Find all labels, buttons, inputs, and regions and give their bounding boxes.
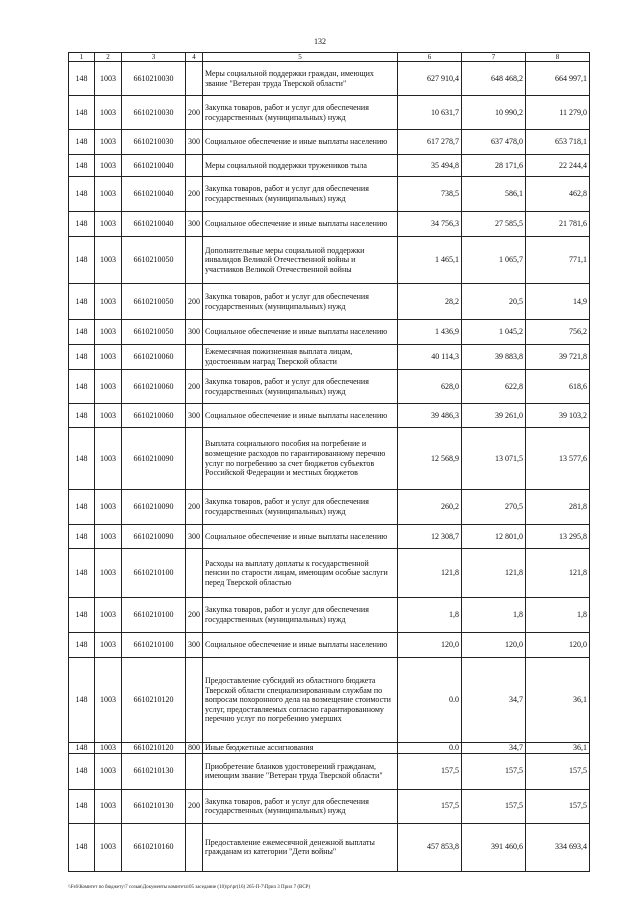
cell-expense-type xyxy=(186,428,203,490)
cell-target-article: 6610210030 xyxy=(122,62,186,96)
cell-target-article: 6610210060 xyxy=(122,370,186,404)
cell-amount-year-2: 586,1 xyxy=(462,177,526,212)
cell-amount-year-2: 20,5 xyxy=(462,284,526,320)
cell-amount-year-1: 34 756,3 xyxy=(398,212,462,237)
cell-description: Социальное обеспечение и иные выплаты населению xyxy=(203,212,398,237)
cell-ministry-code: 148 xyxy=(69,743,95,754)
cell-amount-year-2: 121,8 xyxy=(462,549,526,598)
cell-section-code: 1003 xyxy=(95,404,122,428)
cell-description: Приобретение бланков удостоверений гражданам, имеющим звание "Ветеран труда Тверской области" xyxy=(203,753,398,789)
cell-expense-type xyxy=(186,549,203,598)
cell-description: Социальное обеспечение и иные выплаты населению xyxy=(203,320,398,345)
table-row xyxy=(69,490,590,525)
cell-amount-year-1: 10 631,7 xyxy=(398,96,462,130)
cell-section-code: 1003 xyxy=(95,598,122,633)
cell-amount-year-1: 35 494,8 xyxy=(398,155,462,177)
cell-target-article: 6610210060 xyxy=(122,404,186,428)
cell-amount-year-1: 157,5 xyxy=(398,789,462,823)
cell-ministry-code: 148 xyxy=(69,284,95,320)
cell-target-article: 6610210040 xyxy=(122,177,186,212)
table-row xyxy=(69,370,590,404)
table-row xyxy=(69,177,590,212)
cell-description: Закупка товаров, работ и услуг для обеспечения государственных (муниципальных) нужд xyxy=(203,96,398,130)
cell-section-code: 1003 xyxy=(95,525,122,549)
cell-amount-year-2: 270,5 xyxy=(462,490,526,525)
cell-target-article: 6610210030 xyxy=(122,130,186,155)
table-row xyxy=(69,212,590,237)
cell-description: Дополнительные меры социальной поддержки инвалидов Великой Отечественной войны и участников Великой Отечественной войны xyxy=(203,237,398,284)
cell-expense-type: 200 xyxy=(186,789,203,823)
cell-amount-year-3: 281,8 xyxy=(526,490,590,525)
cell-amount-year-3: 11 279,0 xyxy=(526,96,590,130)
cell-description: Меры социальной поддержки граждан, имеющих звание "Ветеран труда Тверской области" xyxy=(203,62,398,96)
table-row xyxy=(69,633,590,658)
column-number-row xyxy=(69,53,590,62)
table-row xyxy=(69,789,590,823)
cell-amount-year-1: 1 465,1 xyxy=(398,237,462,284)
cell-amount-year-3: 39 103,2 xyxy=(526,404,590,428)
table-row xyxy=(69,525,590,549)
table-row xyxy=(69,237,590,284)
cell-amount-year-3: 157,5 xyxy=(526,753,590,789)
cell-expense-type xyxy=(186,658,203,743)
cell-amount-year-2: 39 261,0 xyxy=(462,404,526,428)
cell-expense-type xyxy=(186,237,203,284)
cell-description: Социальное обеспечение и иные выплаты населению xyxy=(203,633,398,658)
cell-target-article: 6610210050 xyxy=(122,284,186,320)
cell-ministry-code: 148 xyxy=(69,62,95,96)
cell-ministry-code: 148 xyxy=(69,490,95,525)
cell-amount-year-3: 14,9 xyxy=(526,284,590,320)
cell-expense-type xyxy=(186,345,203,370)
cell-target-article: 6610210090 xyxy=(122,525,186,549)
cell-target-article: 6610210030 xyxy=(122,96,186,130)
cell-amount-year-1: 121,8 xyxy=(398,549,462,598)
cell-ministry-code: 148 xyxy=(69,598,95,633)
cell-amount-year-1: 1,8 xyxy=(398,598,462,633)
cell-amount-year-2: 648 468,2 xyxy=(462,62,526,96)
cell-section-code: 1003 xyxy=(95,753,122,789)
cell-ministry-code: 148 xyxy=(69,237,95,284)
cell-section-code: 1003 xyxy=(95,155,122,177)
cell-target-article: 6610210130 xyxy=(122,753,186,789)
cell-section-code: 1003 xyxy=(95,284,122,320)
table-row xyxy=(69,284,590,320)
cell-target-article: 6610210040 xyxy=(122,212,186,237)
cell-description: Закупка товаров, работ и услуг для обеспечения государственных (муниципальных) нужд xyxy=(203,789,398,823)
cell-amount-year-1: 39 486,3 xyxy=(398,404,462,428)
cell-expense-type: 200 xyxy=(186,177,203,212)
cell-description: Предоставление ежемесячной денежной выплаты гражданам из категории "Дети войны" xyxy=(203,823,398,871)
cell-amount-year-2: 28 171,6 xyxy=(462,155,526,177)
cell-description: Закупка товаров, работ и услуг для обеспечения государственных (муниципальных) нужд xyxy=(203,370,398,404)
table-row xyxy=(69,823,590,871)
cell-amount-year-2: 391 460,6 xyxy=(462,823,526,871)
cell-section-code: 1003 xyxy=(95,177,122,212)
cell-ministry-code: 148 xyxy=(69,633,95,658)
cell-description: Социальное обеспечение и иные выплаты населению xyxy=(203,404,398,428)
cell-amount-year-2: 637 478,0 xyxy=(462,130,526,155)
cell-ministry-code: 148 xyxy=(69,549,95,598)
cell-amount-year-2: 34,7 xyxy=(462,658,526,743)
cell-description: Расходы на выплату доплаты к государственной пенсии по старости лицам, имеющим особые заслуги перед Тверской областью xyxy=(203,549,398,598)
cell-target-article: 6610210160 xyxy=(122,823,186,871)
cell-ministry-code: 148 xyxy=(69,753,95,789)
cell-expense-type xyxy=(186,155,203,177)
cell-amount-year-1: 157,5 xyxy=(398,753,462,789)
cell-amount-year-1: 12 568,9 xyxy=(398,428,462,490)
cell-amount-year-3: 462,8 xyxy=(526,177,590,212)
cell-expense-type xyxy=(186,753,203,789)
cell-section-code: 1003 xyxy=(95,789,122,823)
cell-amount-year-3: 334 693,4 xyxy=(526,823,590,871)
cell-amount-year-1: 617 278,7 xyxy=(398,130,462,155)
cell-amount-year-1: 1 436,9 xyxy=(398,320,462,345)
file-path-footer: \\Fs6\Комитет по бюджету\7 созыв\Документы комитета\05 заседание (10)\pr\pr(16) 265-П-7\Прил 3 Прил 7 (ВСР) xyxy=(68,885,311,890)
cell-amount-year-3: 21 781,6 xyxy=(526,212,590,237)
cell-section-code: 1003 xyxy=(95,743,122,754)
cell-amount-year-1: 738,5 xyxy=(398,177,462,212)
table-row xyxy=(69,404,590,428)
cell-target-article: 6610210050 xyxy=(122,320,186,345)
cell-section-code: 1003 xyxy=(95,428,122,490)
table-row xyxy=(69,743,590,754)
cell-section-code: 1003 xyxy=(95,823,122,871)
table-row xyxy=(69,428,590,490)
cell-amount-year-3: 13 577,6 xyxy=(526,428,590,490)
cell-amount-year-2: 120,0 xyxy=(462,633,526,658)
cell-section-code: 1003 xyxy=(95,237,122,284)
cell-amount-year-3: 771,1 xyxy=(526,237,590,284)
cell-target-article: 6610210120 xyxy=(122,658,186,743)
cell-amount-year-2: 1,8 xyxy=(462,598,526,633)
cell-description: Закупка товаров, работ и услуг для обеспечения государственных (муниципальных) нужд xyxy=(203,490,398,525)
table-row xyxy=(69,96,590,130)
cell-section-code: 1003 xyxy=(95,96,122,130)
cell-amount-year-1: 627 910,4 xyxy=(398,62,462,96)
cell-amount-year-2: 34,7 xyxy=(462,743,526,754)
cell-target-article: 6610210090 xyxy=(122,428,186,490)
cell-amount-year-3: 664 997,1 xyxy=(526,62,590,96)
table-row xyxy=(69,658,590,743)
cell-description: Закупка товаров, работ и услуг для обеспечения государственных (муниципальных) нужд xyxy=(203,284,398,320)
cell-amount-year-3: 22 244,4 xyxy=(526,155,590,177)
cell-ministry-code: 148 xyxy=(69,130,95,155)
cell-expense-type xyxy=(186,823,203,871)
cell-amount-year-3: 36,1 xyxy=(526,658,590,743)
cell-amount-year-2: 1 065,7 xyxy=(462,237,526,284)
cell-amount-year-2: 622,8 xyxy=(462,370,526,404)
cell-expense-type: 300 xyxy=(186,525,203,549)
budget-table xyxy=(68,52,590,872)
cell-ministry-code: 148 xyxy=(69,212,95,237)
table-row xyxy=(69,320,590,345)
cell-section-code: 1003 xyxy=(95,658,122,743)
table-row xyxy=(69,345,590,370)
cell-description: Меры социальной поддержки тружеников тыла xyxy=(203,155,398,177)
cell-expense-type: 300 xyxy=(186,320,203,345)
table-row xyxy=(69,598,590,633)
column-number: 8 xyxy=(526,53,590,62)
cell-amount-year-1: 28,2 xyxy=(398,284,462,320)
cell-amount-year-3: 756,2 xyxy=(526,320,590,345)
column-number: 3 xyxy=(122,53,186,62)
cell-description: Социальное обеспечение и иные выплаты населению xyxy=(203,130,398,155)
cell-target-article: 6610210100 xyxy=(122,549,186,598)
cell-amount-year-3: 157,5 xyxy=(526,789,590,823)
cell-amount-year-2: 13 071,5 xyxy=(462,428,526,490)
cell-description: Социальное обеспечение и иные выплаты населению xyxy=(203,525,398,549)
cell-target-article: 6610210100 xyxy=(122,633,186,658)
cell-expense-type xyxy=(186,62,203,96)
page-number: 132 xyxy=(314,37,326,46)
cell-expense-type: 300 xyxy=(186,212,203,237)
cell-section-code: 1003 xyxy=(95,549,122,598)
table-row xyxy=(69,155,590,177)
table-row xyxy=(69,62,590,96)
cell-description: Предоставление субсидий из областного бюджета Тверской области специализированным службам по вопросам похоронного дела на возмещение стоимости услуг, предоставляемых согласно гарантированному перечню услуг по погребению умерших xyxy=(203,658,398,743)
cell-description: Выплата социального пособия на погребение и возмещение расходов по гарантированному перечню услуг по погребению за счет бюджетов субъектов Российской Федерации и местных бюджетов xyxy=(203,428,398,490)
cell-section-code: 1003 xyxy=(95,212,122,237)
cell-target-article: 6610210100 xyxy=(122,598,186,633)
cell-ministry-code: 148 xyxy=(69,658,95,743)
cell-amount-year-3: 39 721,8 xyxy=(526,345,590,370)
column-number: 4 xyxy=(186,53,203,62)
cell-expense-type: 200 xyxy=(186,284,203,320)
cell-ministry-code: 148 xyxy=(69,345,95,370)
cell-amount-year-2: 157,5 xyxy=(462,789,526,823)
cell-amount-year-2: 157,5 xyxy=(462,753,526,789)
cell-section-code: 1003 xyxy=(95,345,122,370)
table-row xyxy=(69,549,590,598)
cell-description: Закупка товаров, работ и услуг для обеспечения государственных (муниципальных) нужд xyxy=(203,177,398,212)
cell-amount-year-1: 120,0 xyxy=(398,633,462,658)
table-row xyxy=(69,753,590,789)
cell-description: Ежемесячная пожизненная выплата лицам, удостоенным наград Тверской области xyxy=(203,345,398,370)
cell-section-code: 1003 xyxy=(95,633,122,658)
column-number: 1 xyxy=(69,53,95,62)
cell-amount-year-2: 39 883,8 xyxy=(462,345,526,370)
cell-expense-type: 800 xyxy=(186,743,203,754)
cell-amount-year-3: 653 718,1 xyxy=(526,130,590,155)
cell-amount-year-3: 13 295,8 xyxy=(526,525,590,549)
cell-amount-year-2: 12 801,0 xyxy=(462,525,526,549)
column-number: 2 xyxy=(95,53,122,62)
cell-amount-year-2: 1 045,2 xyxy=(462,320,526,345)
cell-ministry-code: 148 xyxy=(69,320,95,345)
cell-target-article: 6610210120 xyxy=(122,743,186,754)
cell-section-code: 1003 xyxy=(95,62,122,96)
cell-amount-year-1: 457 853,8 xyxy=(398,823,462,871)
cell-section-code: 1003 xyxy=(95,320,122,345)
cell-target-article: 6610210090 xyxy=(122,490,186,525)
cell-expense-type: 200 xyxy=(186,370,203,404)
cell-target-article: 6610210130 xyxy=(122,789,186,823)
cell-expense-type: 200 xyxy=(186,96,203,130)
cell-amount-year-1: 260,2 xyxy=(398,490,462,525)
cell-amount-year-2: 27 585,5 xyxy=(462,212,526,237)
cell-section-code: 1003 xyxy=(95,130,122,155)
table-row xyxy=(69,130,590,155)
cell-amount-year-1: 0.0 xyxy=(398,743,462,754)
cell-description: Закупка товаров, работ и услуг для обеспечения государственных (муниципальных) нужд xyxy=(203,598,398,633)
cell-expense-type: 200 xyxy=(186,490,203,525)
cell-amount-year-3: 618,6 xyxy=(526,370,590,404)
cell-description: Иные бюджетные ассигнования xyxy=(203,743,398,754)
cell-expense-type: 300 xyxy=(186,130,203,155)
cell-ministry-code: 148 xyxy=(69,428,95,490)
column-number: 5 xyxy=(203,53,398,62)
cell-expense-type: 300 xyxy=(186,404,203,428)
cell-expense-type: 200 xyxy=(186,598,203,633)
cell-ministry-code: 148 xyxy=(69,370,95,404)
column-number: 7 xyxy=(462,53,526,62)
cell-amount-year-3: 121,8 xyxy=(526,549,590,598)
cell-ministry-code: 148 xyxy=(69,155,95,177)
cell-target-article: 6610210050 xyxy=(122,237,186,284)
cell-amount-year-3: 1,8 xyxy=(526,598,590,633)
cell-expense-type: 300 xyxy=(186,633,203,658)
cell-section-code: 1003 xyxy=(95,490,122,525)
cell-ministry-code: 148 xyxy=(69,789,95,823)
cell-target-article: 6610210040 xyxy=(122,155,186,177)
cell-amount-year-1: 12 308,7 xyxy=(398,525,462,549)
cell-ministry-code: 148 xyxy=(69,525,95,549)
cell-amount-year-1: 628,0 xyxy=(398,370,462,404)
cell-amount-year-3: 120,0 xyxy=(526,633,590,658)
cell-target-article: 6610210060 xyxy=(122,345,186,370)
cell-amount-year-1: 0.0 xyxy=(398,658,462,743)
column-number: 6 xyxy=(398,53,462,62)
cell-amount-year-1: 40 114,3 xyxy=(398,345,462,370)
cell-amount-year-2: 10 990,2 xyxy=(462,96,526,130)
cell-ministry-code: 148 xyxy=(69,96,95,130)
cell-ministry-code: 148 xyxy=(69,823,95,871)
cell-section-code: 1003 xyxy=(95,370,122,404)
cell-ministry-code: 148 xyxy=(69,177,95,212)
cell-amount-year-3: 36,1 xyxy=(526,743,590,754)
cell-ministry-code: 148 xyxy=(69,404,95,428)
